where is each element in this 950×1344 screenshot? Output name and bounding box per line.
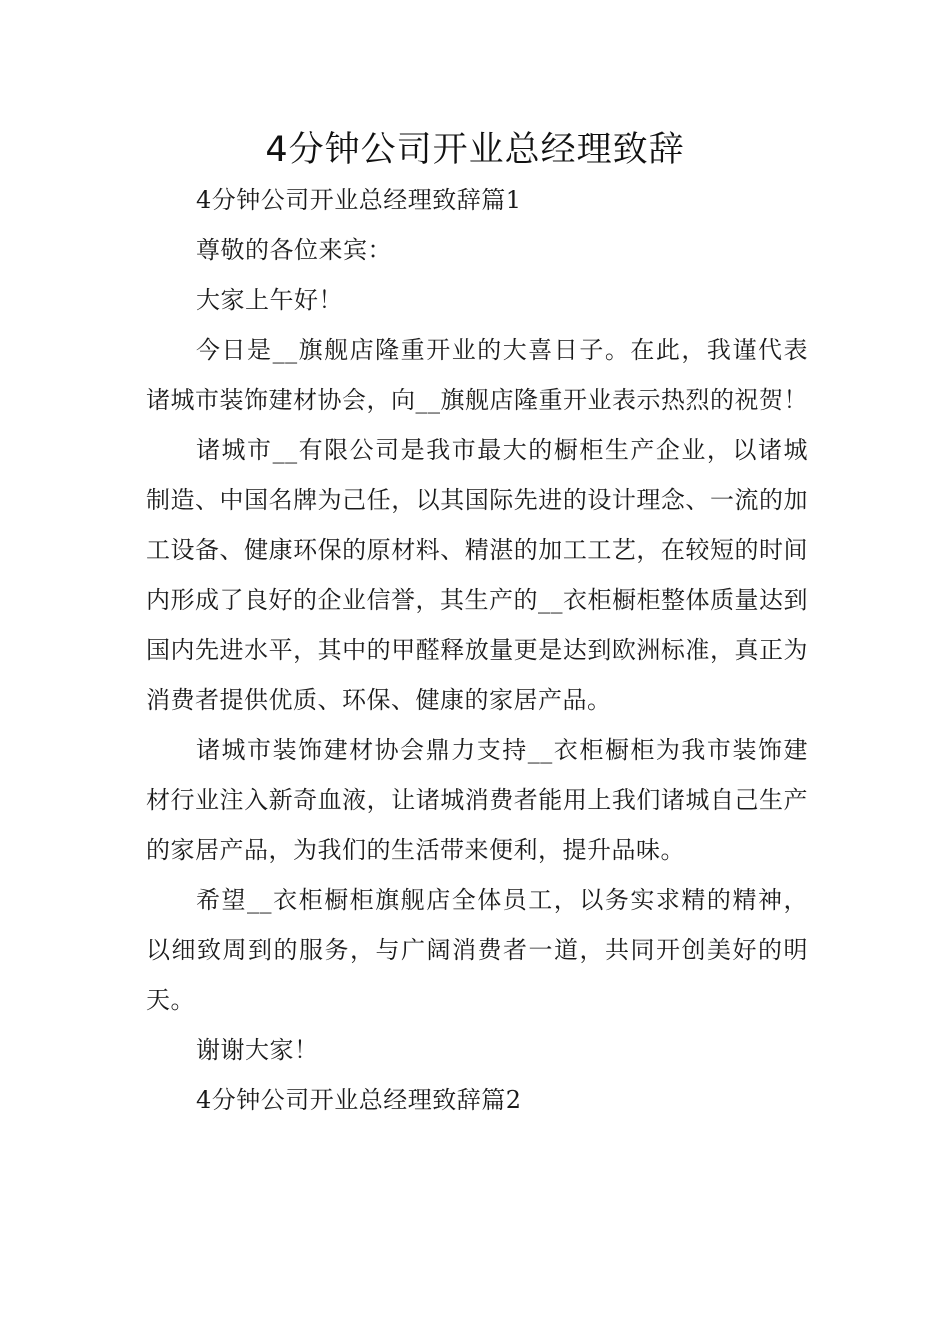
document-title: 4分钟公司开业总经理致辞 bbox=[265, 130, 685, 170]
document-body bbox=[146, 175, 808, 1125]
greeting: 大家上午好！ bbox=[196, 286, 343, 314]
section-heading-2: 4分钟公司开业总经理致辞篇2 bbox=[196, 1086, 522, 1114]
paragraph-company-intro: 诸城市__有限公司是我市最大的橱柜生产企业，以诸城制造、中国名牌为己任，以其国际先进的设计理念、一流的加工设备、健康环保的原材料、精湛的加工工艺，在较短的时间内形成了良好的企业信誉，其生产的__衣柜橱柜整体质量达到国内先进水平，其中的甲醛释放量更是达到欧洲标准，真正为消费者提供优质、环保、健康的家居产品。 bbox=[146, 436, 808, 714]
paragraph-congratulations: 今日是__旗舰店隆重开业的大喜日子。在此，我谨代表诸城市装饰建材协会，向__旗舰店隆重开业表示热烈的祝贺！ bbox=[146, 336, 808, 414]
salutation: 尊敬的各位来宾： bbox=[196, 236, 392, 264]
paragraph-association-support: 诸城市装饰建材协会鼎力支持__衣柜橱柜为我市装饰建材行业注入新奇血液，让诸城消费者能用上我们诸城自己生产的家居产品，为我们的生活带来便利，提升品味。 bbox=[146, 736, 808, 864]
closing-thanks: 谢谢大家！ bbox=[196, 1036, 319, 1064]
section-heading-1: 4分钟公司开业总经理致辞篇1 bbox=[196, 186, 522, 214]
paragraph-hopes: 希望__衣柜橱柜旗舰店全体员工，以务实求精的精神，以细致周到的服务，与广阔消费者一道，共同开创美好的明天。 bbox=[146, 886, 808, 1014]
